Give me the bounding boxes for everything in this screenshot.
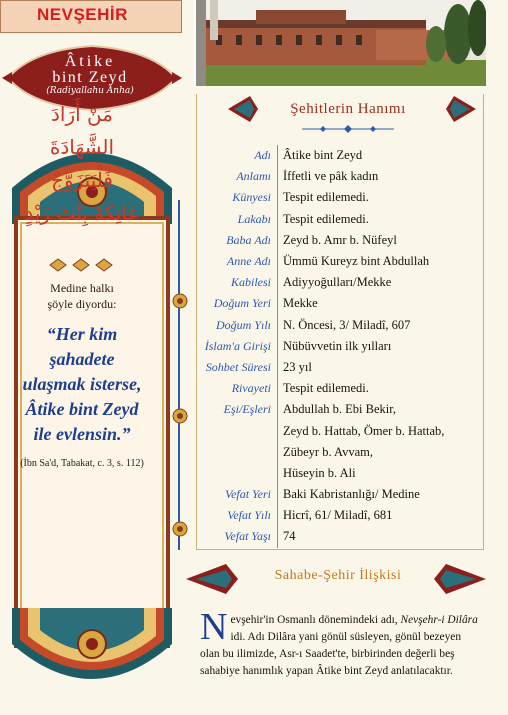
info-row	[198, 209, 482, 230]
info-label: Sohbet Süresi	[205, 359, 271, 374]
article-italic: Nevşehr-i Dilâra	[400, 614, 478, 626]
medallion-icon	[172, 521, 188, 537]
section-title: Şehitlerin Hanımı	[290, 101, 406, 117]
info-label: Adı	[254, 148, 271, 163]
info-value: Adiyyoğulları/Mekke	[277, 272, 482, 293]
info-value: Nübüvvetin ilk yılları	[277, 336, 482, 357]
quote-intro	[14, 280, 150, 312]
info-row	[198, 293, 482, 314]
info-row	[198, 484, 482, 505]
city-name: NEVŞEHİR	[37, 5, 128, 24]
info-value: Abdullah b. Ebi Bekir,	[277, 399, 482, 420]
turkish-quote	[10, 322, 154, 447]
info-label: Kabilesi	[230, 275, 271, 290]
info-value: Hicrî, 61/ Miladî, 681	[277, 505, 482, 526]
arabic-quote	[8, 98, 156, 230]
info-value: 23 yıl	[277, 357, 482, 378]
medallion-icon	[172, 293, 188, 309]
article-part: evşehir'in Osmanlı dönemindeki adı,	[230, 614, 401, 626]
name-line-2: bint Zeyd	[52, 69, 128, 86]
info-row	[198, 505, 482, 526]
quote-line: ile evlensin.”	[33, 424, 131, 444]
quote-line: ulaşmak isterse,	[22, 374, 142, 394]
arabic-line: مَنْ أَرَادَ	[51, 102, 113, 126]
info-label: Lakabı	[237, 211, 271, 226]
info-value: Mekke	[277, 293, 482, 314]
info-label: Rivayeti	[231, 381, 271, 396]
info-row	[198, 272, 482, 293]
info-value: Tespit edilemedi.	[277, 209, 482, 230]
info-table	[198, 145, 482, 548]
info-row	[198, 251, 482, 272]
mosque-photo	[194, 0, 486, 86]
info-value: N. Öncesi, 3/ Miladî, 607	[277, 315, 482, 336]
info-value: Ümmü Kureyz bint Abdullah	[277, 251, 482, 272]
info-row	[198, 399, 482, 420]
info-label: Eşi/Eşleri	[223, 402, 271, 417]
quote-line: Âtike bint Zeyd	[25, 399, 139, 419]
info-value: İffetli ve pâk kadın	[277, 166, 482, 187]
medallion-icon	[172, 408, 188, 424]
info-row	[198, 357, 482, 378]
divider-line	[178, 200, 180, 550]
intro-line: Medine halkı	[50, 281, 114, 295]
info-value: Tespit edilemedi.	[277, 378, 482, 399]
info-value: Âtike bint Zeyd	[277, 145, 482, 166]
info-value: 74	[277, 526, 482, 547]
person-name	[0, 54, 180, 97]
quote-line: “Her kim	[46, 324, 118, 344]
honorific: (Radiyallahu Anha)	[46, 86, 134, 96]
info-value: Zeyd b. Amr b. Nüfeyl	[277, 230, 482, 251]
relation-title: Sahabe-Şehir İlişkisi	[274, 568, 402, 583]
info-row	[198, 526, 482, 547]
drop-cap: N	[200, 606, 228, 648]
info-row	[198, 145, 482, 166]
info-row	[198, 442, 482, 463]
info-row	[198, 187, 482, 208]
title-underline-ornament	[300, 124, 396, 134]
info-value: Zübeyr b. Avvam,	[277, 442, 482, 463]
info-row	[198, 315, 482, 336]
city-banner	[0, 0, 182, 33]
info-row	[198, 378, 482, 399]
info-label: İslam'a Girişi	[204, 338, 271, 353]
info-label: Anlamı	[236, 169, 271, 184]
info-label: Anne Adı	[226, 254, 271, 269]
info-label: Doğum Yeri	[213, 296, 271, 311]
arabic-line: عَاتِكَةَ بِنْتَ زَيْدٍ	[24, 201, 140, 225]
diamond-ornament	[40, 258, 126, 272]
info-label: Künyesi	[232, 190, 271, 205]
info-value: Zeyd b. Hattab, Ömer b. Hattab,	[277, 420, 482, 441]
info-value: Tespit edilemedi.	[277, 187, 482, 208]
info-row	[198, 166, 482, 187]
info-row	[198, 230, 482, 251]
arabic-line: فَلْيَتَزَوَّجْ	[51, 168, 113, 192]
intro-line: şöyle diyordu:	[47, 297, 117, 311]
info-row	[198, 420, 482, 441]
info-label: Doğum Yılı	[215, 317, 271, 332]
arabic-line: الشَّهَادَةَ	[49, 135, 115, 159]
bottom-arch-ornament	[10, 608, 174, 708]
info-row	[198, 463, 482, 484]
citation: (İbn Sa'd, Tabakat, c. 3, s. 112)	[20, 458, 144, 469]
info-label: Vefat Yaşı	[224, 529, 271, 544]
info-label: Baba Adı	[226, 232, 271, 247]
info-value: Baki Kabristanlığı/ Medine	[277, 484, 482, 505]
name-line-1: Âtike	[64, 53, 116, 70]
info-value: Hüseyin b. Ali	[277, 463, 482, 484]
info-row	[198, 336, 482, 357]
info-label: Vefat Yeri	[225, 487, 271, 502]
article-part: idi. Adı Dilâra yani gönül süsleyen, gönül bezeyen olan bu ilimizde, Asr-ı Saadet'te, birbirinden değerli beş sahabiye hanımlık yapan Âtike bint Zeyd anlatılacaktır.	[200, 631, 462, 677]
info-label: Vefat Yılı	[227, 508, 271, 523]
quote-line: şahadete	[49, 349, 115, 369]
article-text	[200, 606, 482, 680]
